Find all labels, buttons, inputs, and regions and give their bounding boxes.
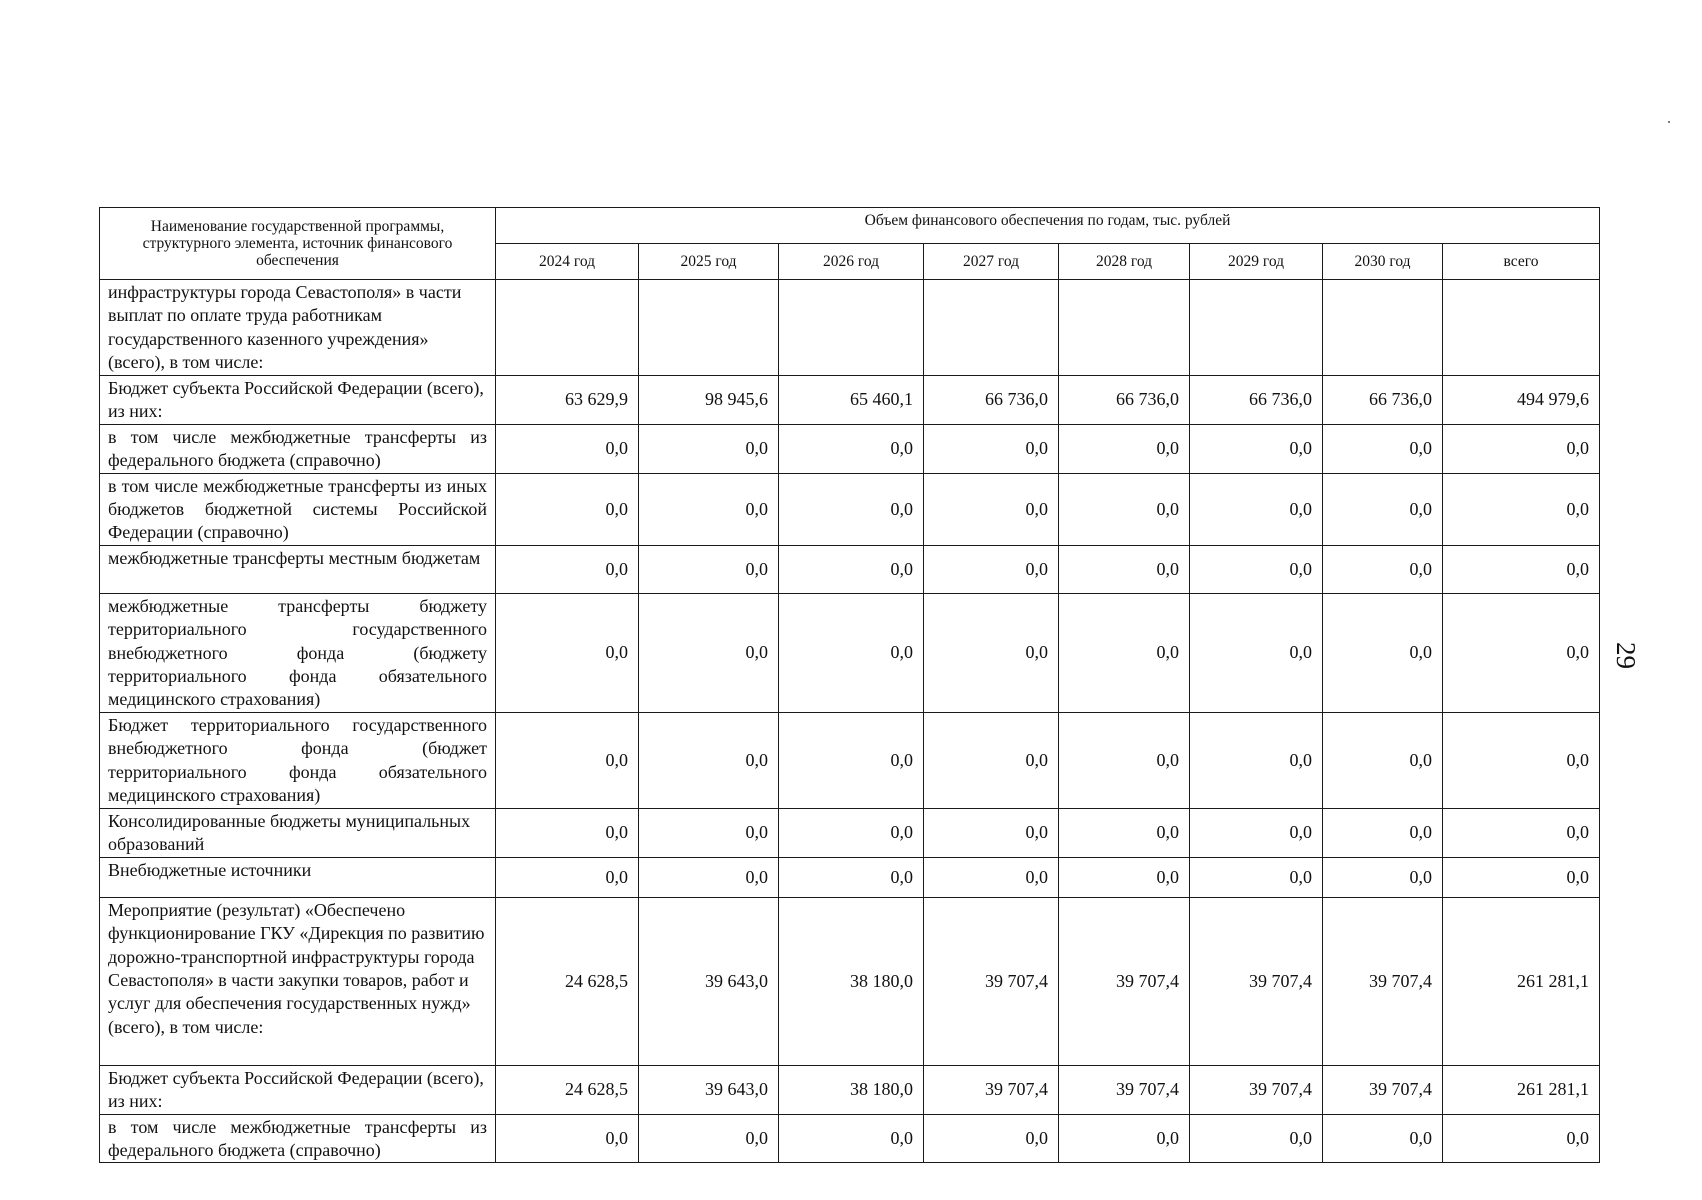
row-value-cell bbox=[1323, 280, 1443, 376]
row-value-cell: 0,0 bbox=[496, 712, 639, 808]
row-value-cell: 0,0 bbox=[779, 712, 924, 808]
table-row bbox=[100, 376, 1600, 425]
row-value-cell: 0,0 bbox=[1059, 424, 1190, 473]
table-row bbox=[100, 808, 1600, 857]
row-value-cell: 0,0 bbox=[1190, 808, 1323, 857]
row-total-cell: 0,0 bbox=[1443, 545, 1600, 593]
row-value-cell: 39 707,4 bbox=[1190, 897, 1323, 1065]
row-name-cell: межбюджетные трансферты местным бюджетам bbox=[100, 545, 496, 593]
row-value-cell: 0,0 bbox=[924, 712, 1059, 808]
row-value-cell bbox=[1059, 280, 1190, 376]
row-value-cell: 0,0 bbox=[639, 712, 779, 808]
row-value-cell: 24 628,5 bbox=[496, 897, 639, 1065]
row-value-cell: 0,0 bbox=[496, 857, 639, 897]
row-name-cell: Мероприятие (результат) «Обеспечено функционирование ГКУ «Дирекция по развитию дорожно-транспортной инфраструктуры города Севастополя» в части закупки товаров, работ и услуг для обеспечения государственных нужд» (всего), в том числе: bbox=[100, 897, 496, 1065]
row-value-cell: 0,0 bbox=[639, 808, 779, 857]
table-row bbox=[100, 1114, 1600, 1163]
table-row bbox=[100, 593, 1600, 712]
header-year-2028: 2028 год bbox=[1059, 244, 1190, 280]
row-value-cell: 0,0 bbox=[1323, 712, 1443, 808]
header-year-2029: 2029 год bbox=[1190, 244, 1323, 280]
financing-table bbox=[99, 207, 1600, 1163]
table-row bbox=[100, 545, 1600, 593]
row-value-cell: 0,0 bbox=[639, 1114, 779, 1163]
row-value-cell: 0,0 bbox=[1323, 1114, 1443, 1163]
header-year-2024: 2024 год bbox=[496, 244, 639, 280]
header-row-group bbox=[100, 208, 1600, 244]
row-value-cell: 0,0 bbox=[1190, 473, 1323, 545]
row-value-cell: 0,0 bbox=[779, 593, 924, 712]
row-total-cell bbox=[1443, 280, 1600, 376]
row-value-cell: 66 736,0 bbox=[924, 376, 1059, 425]
table-body bbox=[100, 280, 1600, 1163]
row-value-cell: 0,0 bbox=[924, 808, 1059, 857]
row-value-cell: 0,0 bbox=[1323, 473, 1443, 545]
header-name-column: Наименование государственной программы, структурного элемента, источник финансового обеспечения bbox=[100, 208, 496, 280]
row-value-cell: 0,0 bbox=[639, 593, 779, 712]
row-value-cell: 39 707,4 bbox=[1059, 897, 1190, 1065]
row-value-cell: 0,0 bbox=[924, 1114, 1059, 1163]
header-year-2027: 2027 год bbox=[924, 244, 1059, 280]
row-value-cell: 0,0 bbox=[496, 1114, 639, 1163]
row-value-cell: 0,0 bbox=[1059, 1114, 1190, 1163]
row-value-cell: 38 180,0 bbox=[779, 1065, 924, 1114]
row-value-cell: 0,0 bbox=[496, 473, 639, 545]
row-total-cell: 0,0 bbox=[1443, 593, 1600, 712]
row-value-cell: 0,0 bbox=[1059, 808, 1190, 857]
row-value-cell: 0,0 bbox=[1059, 593, 1190, 712]
row-value-cell: 38 180,0 bbox=[779, 897, 924, 1065]
row-value-cell bbox=[924, 280, 1059, 376]
row-value-cell bbox=[496, 280, 639, 376]
header-total: всего bbox=[1443, 244, 1600, 280]
row-name-cell: в том числе межбюджетные трансферты из федерального бюджета (справочно) bbox=[100, 424, 496, 473]
row-value-cell: 0,0 bbox=[1190, 545, 1323, 593]
row-value-cell: 0,0 bbox=[779, 473, 924, 545]
row-name-cell: Консолидированные бюджеты муниципальных образований bbox=[100, 808, 496, 857]
row-value-cell: 66 736,0 bbox=[1059, 376, 1190, 425]
row-value-cell: 0,0 bbox=[1190, 424, 1323, 473]
row-name-cell: инфраструктуры города Севастополя» в части выплат по оплате труда работникам государственного казенного учреждения» (всего), в том числе: bbox=[100, 280, 496, 376]
row-total-cell: 261 281,1 bbox=[1443, 897, 1600, 1065]
row-name-cell: в том числе межбюджетные трансферты из иных бюджетов бюджетной системы Российской Федерации (справочно) bbox=[100, 473, 496, 545]
row-value-cell: 0,0 bbox=[1323, 593, 1443, 712]
row-name-cell: Бюджет субъекта Российской Федерации (всего), из них: bbox=[100, 1065, 496, 1114]
row-value-cell bbox=[639, 280, 779, 376]
row-value-cell: 0,0 bbox=[924, 424, 1059, 473]
row-value-cell: 0,0 bbox=[639, 545, 779, 593]
row-name-cell: Внебюджетные источники bbox=[100, 857, 496, 897]
row-value-cell: 39 707,4 bbox=[1323, 1065, 1443, 1114]
row-value-cell: 0,0 bbox=[496, 593, 639, 712]
row-value-cell: 0,0 bbox=[924, 473, 1059, 545]
row-value-cell: 0,0 bbox=[1190, 1114, 1323, 1163]
row-value-cell: 39 643,0 bbox=[639, 897, 779, 1065]
row-name-cell: Бюджет территориального государственного внебюджетного фонда (бюджет территориального фонда обязательного медицинского страхования) bbox=[100, 712, 496, 808]
row-total-cell: 0,0 bbox=[1443, 424, 1600, 473]
row-value-cell: 0,0 bbox=[496, 808, 639, 857]
row-name-cell: Бюджет субъекта Российской Федерации (всего), из них: bbox=[100, 376, 496, 425]
row-value-cell: 0,0 bbox=[639, 424, 779, 473]
row-value-cell bbox=[1190, 280, 1323, 376]
row-name-cell: межбюджетные трансферты бюджету территориального государственного внебюджетного фонда (бюджету территориального фонда обязательного медицинского страхования) bbox=[100, 593, 496, 712]
row-value-cell: 39 707,4 bbox=[1190, 1065, 1323, 1114]
table-row bbox=[100, 712, 1600, 808]
row-value-cell: 0,0 bbox=[779, 424, 924, 473]
row-value-cell: 0,0 bbox=[924, 857, 1059, 897]
row-value-cell: 0,0 bbox=[779, 857, 924, 897]
table-row bbox=[100, 857, 1600, 897]
row-value-cell: 98 945,6 bbox=[639, 376, 779, 425]
row-value-cell: 0,0 bbox=[1190, 593, 1323, 712]
row-value-cell: 24 628,5 bbox=[496, 1065, 639, 1114]
row-value-cell: 39 707,4 bbox=[1323, 897, 1443, 1065]
row-value-cell: 0,0 bbox=[924, 545, 1059, 593]
row-value-cell: 0,0 bbox=[779, 1114, 924, 1163]
scan-speck bbox=[1668, 121, 1670, 123]
row-value-cell: 0,0 bbox=[779, 545, 924, 593]
row-value-cell bbox=[779, 280, 924, 376]
row-value-cell: 39 707,4 bbox=[924, 897, 1059, 1065]
header-year-2030: 2030 год bbox=[1323, 244, 1443, 280]
header-year-2026: 2026 год bbox=[779, 244, 924, 280]
row-total-cell: 0,0 bbox=[1443, 808, 1600, 857]
table-row bbox=[100, 1065, 1600, 1114]
row-value-cell: 0,0 bbox=[639, 473, 779, 545]
row-total-cell: 261 281,1 bbox=[1443, 1065, 1600, 1114]
row-value-cell: 39 707,4 bbox=[1059, 1065, 1190, 1114]
row-value-cell: 66 736,0 bbox=[1323, 376, 1443, 425]
row-value-cell: 0,0 bbox=[779, 808, 924, 857]
row-value-cell: 0,0 bbox=[924, 593, 1059, 712]
row-total-cell: 0,0 bbox=[1443, 1114, 1600, 1163]
row-value-cell: 39 707,4 bbox=[924, 1065, 1059, 1114]
row-value-cell: 0,0 bbox=[1190, 857, 1323, 897]
row-name-cell: в том числе межбюджетные трансферты из федерального бюджета (справочно) bbox=[100, 1114, 496, 1163]
row-total-cell: 0,0 bbox=[1443, 473, 1600, 545]
row-value-cell: 0,0 bbox=[496, 424, 639, 473]
row-value-cell: 0,0 bbox=[1323, 857, 1443, 897]
row-value-cell: 39 643,0 bbox=[639, 1065, 779, 1114]
row-value-cell: 0,0 bbox=[1190, 712, 1323, 808]
row-total-cell: 0,0 bbox=[1443, 712, 1600, 808]
row-value-cell: 0,0 bbox=[1323, 545, 1443, 593]
row-total-cell: 494 979,6 bbox=[1443, 376, 1600, 425]
row-value-cell: 0,0 bbox=[496, 545, 639, 593]
row-value-cell: 0,0 bbox=[1323, 424, 1443, 473]
row-value-cell: 0,0 bbox=[1323, 808, 1443, 857]
page-number: 29 bbox=[1611, 642, 1641, 669]
table-row bbox=[100, 280, 1600, 376]
row-value-cell: 0,0 bbox=[1059, 473, 1190, 545]
header-financing-group: Объем финансового обеспечения по годам, тыс. рублей bbox=[496, 208, 1600, 244]
row-value-cell: 65 460,1 bbox=[779, 376, 924, 425]
row-value-cell: 0,0 bbox=[1059, 545, 1190, 593]
header-year-2025: 2025 год bbox=[639, 244, 779, 280]
row-total-cell: 0,0 bbox=[1443, 857, 1600, 897]
row-value-cell: 0,0 bbox=[1059, 857, 1190, 897]
row-value-cell: 66 736,0 bbox=[1190, 376, 1323, 425]
row-value-cell: 0,0 bbox=[639, 857, 779, 897]
table-row bbox=[100, 424, 1600, 473]
table-row bbox=[100, 897, 1600, 1065]
table-row bbox=[100, 473, 1600, 545]
row-value-cell: 63 629,9 bbox=[496, 376, 639, 425]
row-value-cell: 0,0 bbox=[1059, 712, 1190, 808]
